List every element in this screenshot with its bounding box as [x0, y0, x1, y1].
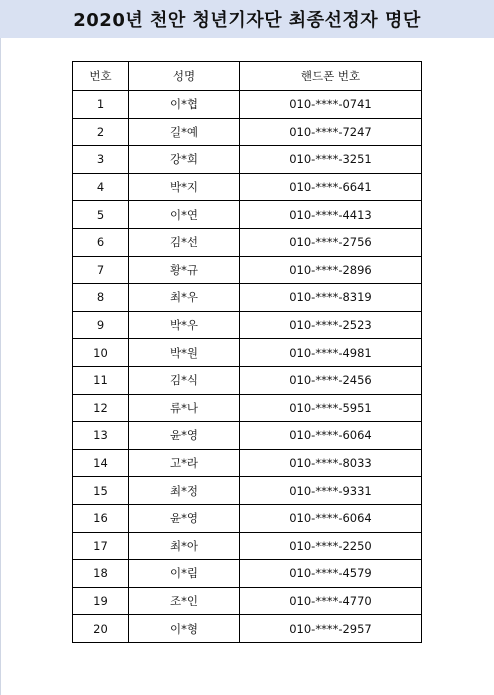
table-row — [73, 449, 422, 477]
cell-name: 이*협 — [129, 91, 240, 119]
cell-phone: 010-****-4770 — [240, 587, 422, 615]
cell-phone: 010-****-4579 — [240, 560, 422, 588]
cell-phone: 010-****-8033 — [240, 449, 422, 477]
selectee-table — [72, 61, 422, 643]
cell-number: 12 — [73, 394, 129, 422]
cell-phone: 010-****-7247 — [240, 118, 422, 146]
cell-phone: 010-****-6064 — [240, 504, 422, 532]
cell-number: 20 — [73, 615, 129, 643]
cell-phone: 010-****-4413 — [240, 201, 422, 229]
table-row — [73, 560, 422, 588]
table-row — [73, 587, 422, 615]
cell-number: 9 — [73, 311, 129, 339]
cell-number: 16 — [73, 504, 129, 532]
table-row — [73, 366, 422, 394]
cell-phone: 010-****-2896 — [240, 256, 422, 284]
cell-phone: 010-****-6064 — [240, 422, 422, 450]
cell-name: 이*림 — [129, 560, 240, 588]
table-row — [73, 532, 422, 560]
table-row — [73, 118, 422, 146]
cell-name: 이*형 — [129, 615, 240, 643]
cell-name: 황*규 — [129, 256, 240, 284]
cell-phone: 010-****-5951 — [240, 394, 422, 422]
cell-phone: 010-****-6641 — [240, 173, 422, 201]
table-row — [73, 91, 422, 119]
cell-number: 7 — [73, 256, 129, 284]
table-row — [73, 422, 422, 450]
cell-phone: 010-****-9331 — [240, 477, 422, 505]
cell-phone: 010-****-2456 — [240, 366, 422, 394]
cell-number: 18 — [73, 560, 129, 588]
header-number: 번호 — [73, 62, 129, 91]
cell-phone: 010-****-2957 — [240, 615, 422, 643]
cell-phone: 010-****-2756 — [240, 228, 422, 256]
cell-phone: 010-****-0741 — [240, 91, 422, 119]
cell-number: 2 — [73, 118, 129, 146]
cell-number: 5 — [73, 201, 129, 229]
cell-number: 11 — [73, 366, 129, 394]
cell-phone: 010-****-2250 — [240, 532, 422, 560]
table-row — [73, 201, 422, 229]
cell-name: 김*식 — [129, 366, 240, 394]
cell-name: 류*나 — [129, 394, 240, 422]
cell-name: 박*원 — [129, 339, 240, 367]
cell-name: 조*인 — [129, 587, 240, 615]
cell-number: 15 — [73, 477, 129, 505]
table-body — [73, 91, 422, 643]
cell-number: 10 — [73, 339, 129, 367]
table-row — [73, 394, 422, 422]
header-phone: 핸드폰 번호 — [240, 62, 422, 91]
cell-number: 1 — [73, 91, 129, 119]
cell-phone: 010-****-3251 — [240, 146, 422, 174]
cell-number: 13 — [73, 422, 129, 450]
table-header-row — [73, 62, 422, 91]
cell-number: 8 — [73, 284, 129, 312]
cell-name: 윤*영 — [129, 422, 240, 450]
table-row — [73, 284, 422, 312]
table-row — [73, 311, 422, 339]
cell-name: 윤*영 — [129, 504, 240, 532]
cell-name: 최*정 — [129, 477, 240, 505]
cell-name: 이*연 — [129, 201, 240, 229]
cell-phone: 010-****-4981 — [240, 339, 422, 367]
page-left-border — [0, 38, 1, 695]
cell-number: 17 — [73, 532, 129, 560]
cell-phone: 010-****-8319 — [240, 284, 422, 312]
table-row — [73, 477, 422, 505]
cell-name: 최*우 — [129, 284, 240, 312]
cell-name: 박*우 — [129, 311, 240, 339]
table-row — [73, 228, 422, 256]
cell-number: 14 — [73, 449, 129, 477]
cell-name: 김*선 — [129, 228, 240, 256]
cell-name: 고*라 — [129, 449, 240, 477]
cell-name: 강*희 — [129, 146, 240, 174]
cell-number: 6 — [73, 228, 129, 256]
table-row — [73, 339, 422, 367]
cell-name: 박*지 — [129, 173, 240, 201]
cell-name: 길*예 — [129, 118, 240, 146]
table-row — [73, 173, 422, 201]
cell-name: 최*아 — [129, 532, 240, 560]
header-name: 성명 — [129, 62, 240, 91]
table-row — [73, 146, 422, 174]
title-bar — [0, 0, 494, 38]
table-row — [73, 615, 422, 643]
cell-phone: 010-****-2523 — [240, 311, 422, 339]
cell-number: 3 — [73, 146, 129, 174]
document-title: 2020년 천안 청년기자단 최종선정자 명단 — [73, 10, 421, 31]
cell-number: 19 — [73, 587, 129, 615]
cell-number: 4 — [73, 173, 129, 201]
table-row — [73, 504, 422, 532]
table-row — [73, 256, 422, 284]
